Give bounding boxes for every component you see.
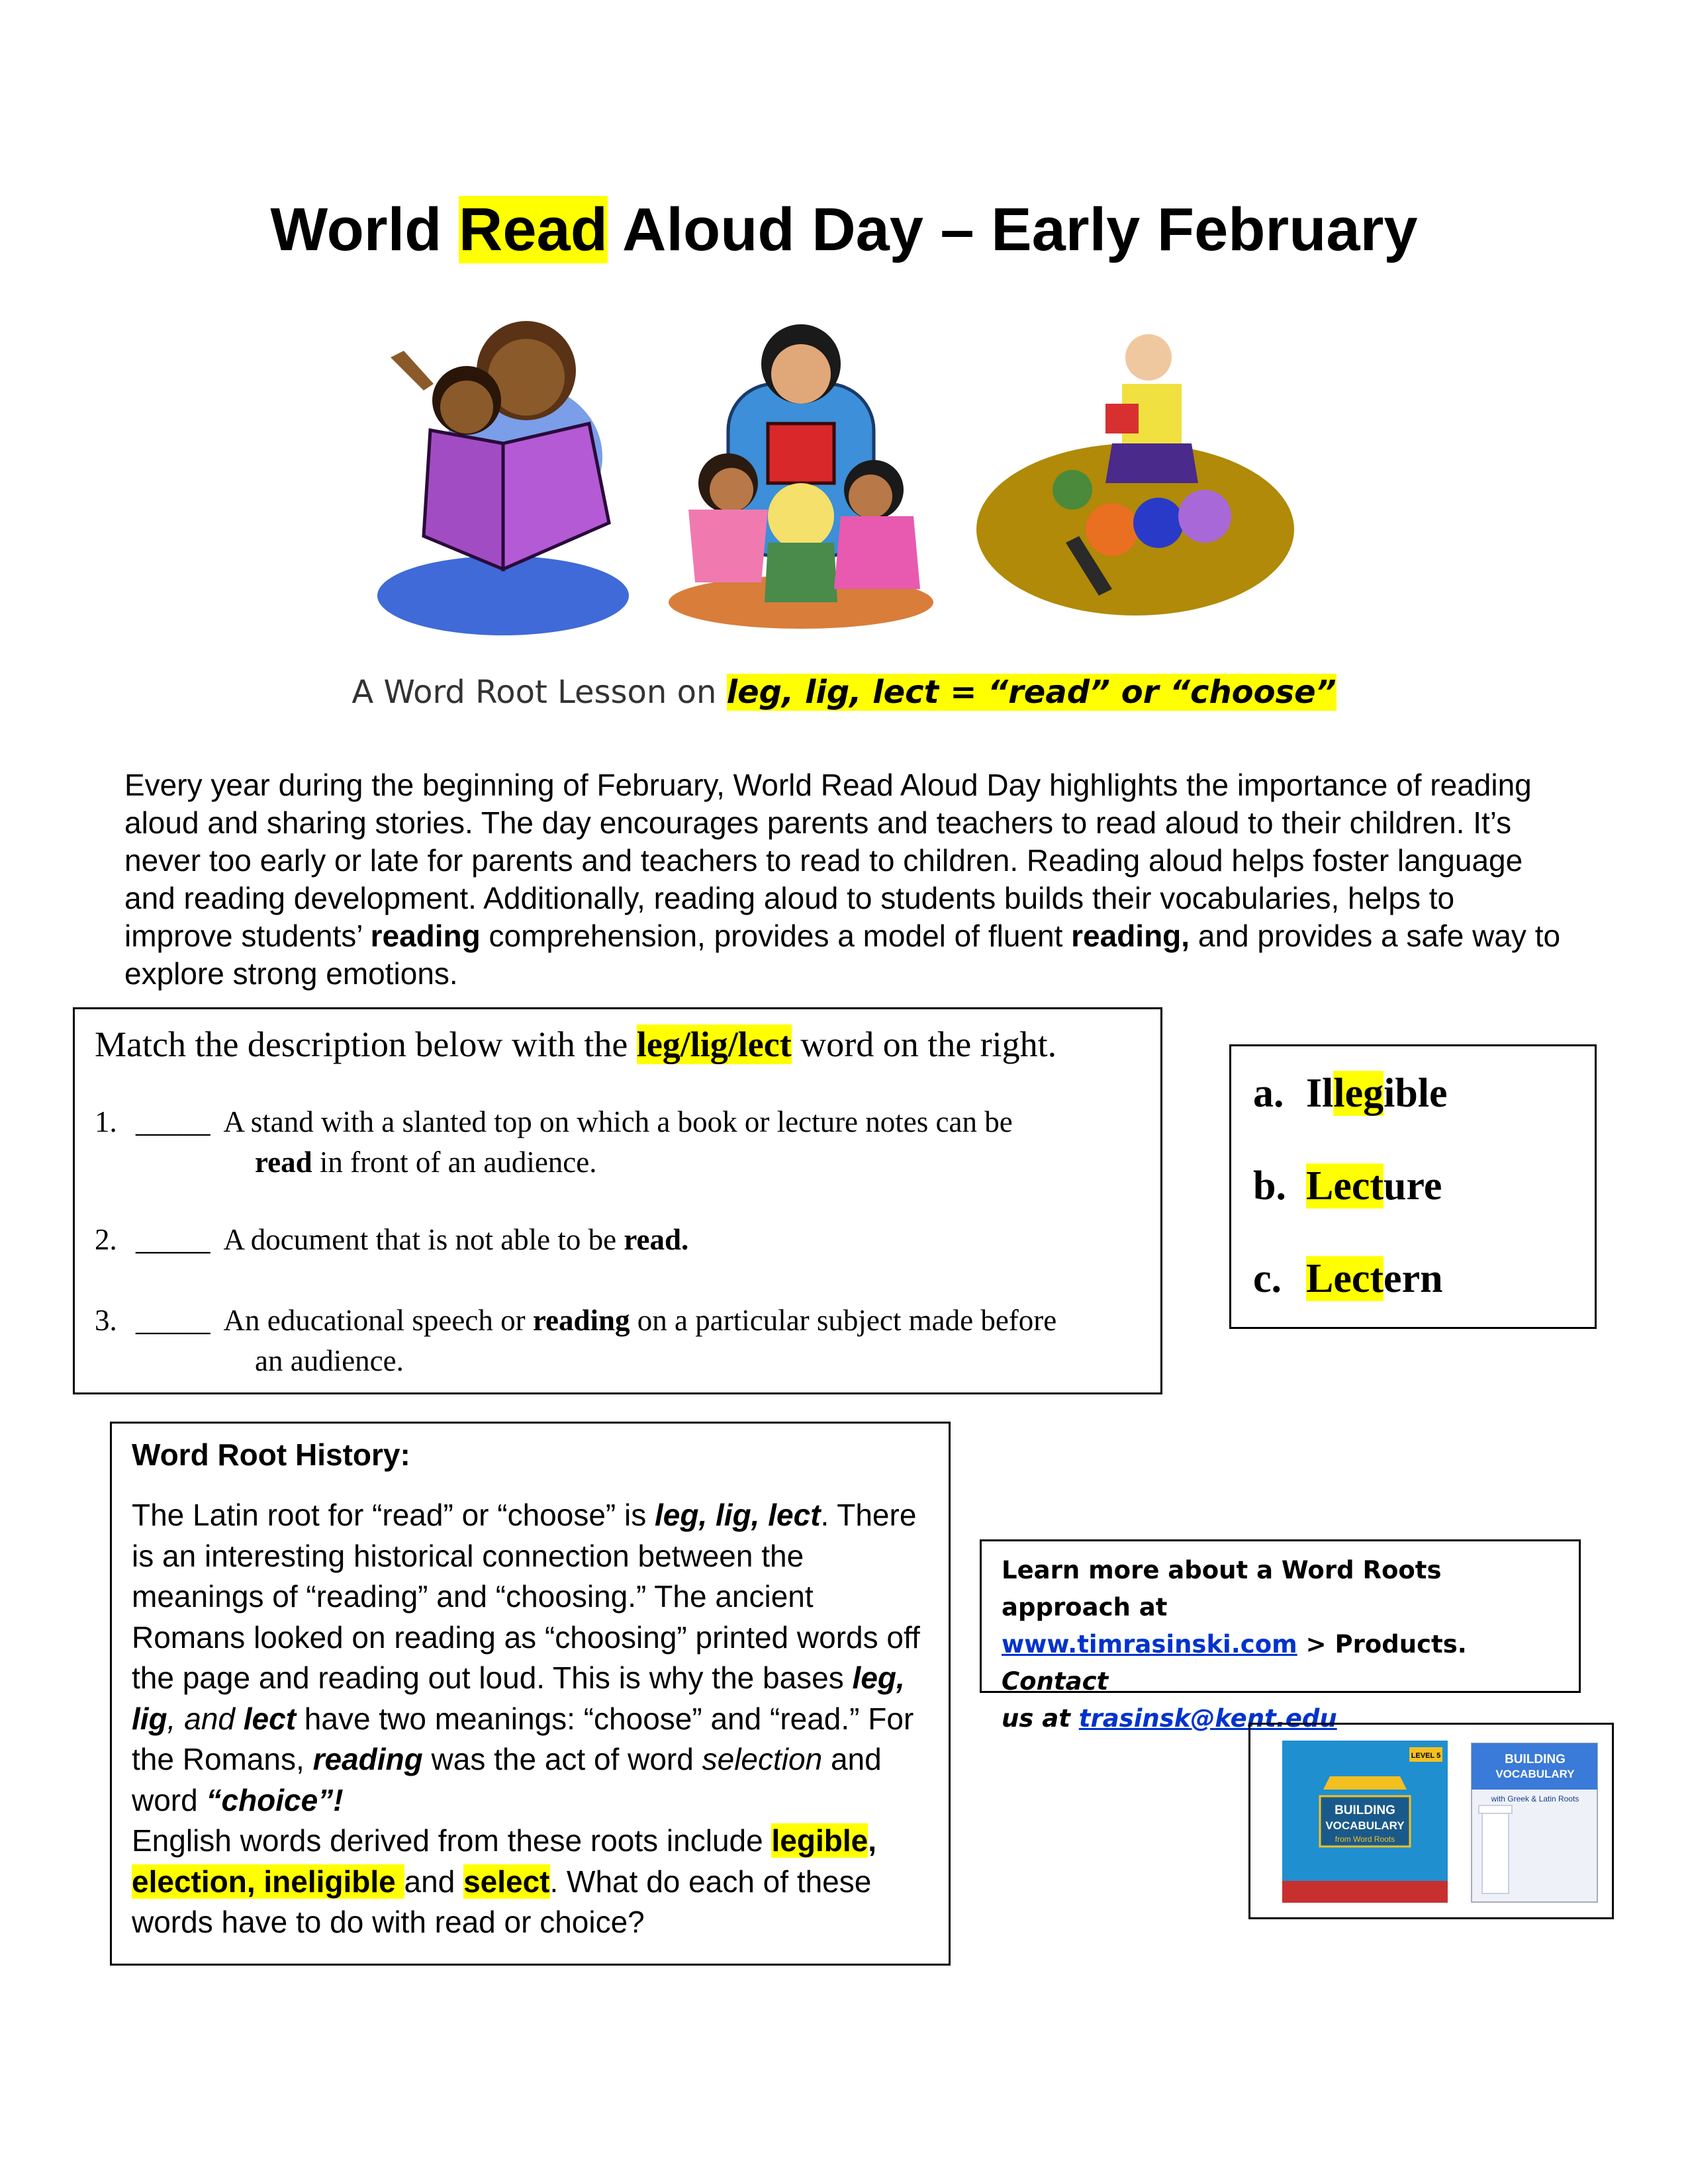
word-root-history-box [110,1422,951,1966]
answer-a: a. Illegible [1253,1071,1448,1116]
svg-text:with Greek & Latin Roots: with Greek & Latin Roots [1491,1794,1579,1803]
svg-text:BUILDING: BUILDING [1335,1803,1395,1817]
answer-choices-box [1229,1044,1597,1329]
svg-text:LEVEL 5: LEVEL 5 [1411,1752,1441,1760]
matching-heading: Match the description below with the leg/lig/lect word on the right. [95,1024,1057,1064]
book-cover-2 [1472,1743,1597,1902]
question-2: 2. _____ A document that is not able to be read. [95,1220,1154,1260]
svg-text:VOCABULARY: VOCABULARY [1495,1768,1575,1780]
read-aloud-illustration [371,311,1297,642]
answer-b: b. Lecture [1253,1163,1442,1208]
contact-box: Learn more about a Word Roots approach at www.timrasinski.com > Products. Contact us at trasinsk@kent.edu [980,1539,1581,1693]
intro-paragraph: Every year during the beginning of February, World Read Aloud Day highlights the importance of reading aloud and sharing stories. The day encourages parents and teachers to read aloud to their children. It’s never too early or late for parents and teachers to read to children. Reading aloud helps foster language and reading development. Additionally, reading aloud to students builds their vocabularies, helps to improve students’ reading comprehension, provides a model of fluent reading, and provides a safe way to explore strong emotions. [124,768,1561,991]
matching-exercise-box [73,1007,1162,1394]
email-link[interactable]: trasinsk@kent.edu [1078,1704,1337,1733]
teacher-children-reading-image [669,324,933,629]
lesson-subtitle: A Word Root Lesson on leg, lig, lect = “read” or “choose” [352,674,1336,711]
page-title: World Read Aloud Day – Early February [270,196,1418,263]
history-text: The Latin root for “read” or “choose” is leg, lig, lect. There is an interesting historical connection between the meanings of “reading” and “choosing.” The ancient Romans looked on reading as “choosing” printed words off the page and reading out loud. This is why the bases leg, lig, and lect have two meanings: “choose” and “read.” For the Romans, reading was the act of word selection and word “choice”! English words derived from these roots include legible, election, ineligible and select. What do each of these words have to do with read or choice? [132,1498,920,1939]
website-link[interactable]: www.timrasinski.com [1002,1630,1297,1659]
parent-child-reading-image [377,321,629,635]
svg-text:VOCABULARY: VOCABULARY [1325,1819,1405,1832]
title-highlight: Read [458,196,608,263]
book-cover-1 [1282,1741,1448,1903]
answer-blank-1[interactable]: _____ [136,1105,211,1138]
subtitle-root: leg, lig, lect [726,674,939,711]
subtitle-meaning: “read” or “choose” [988,674,1336,711]
book-covers-image [1250,1725,1612,1917]
answer-c: c. Lectern [1253,1256,1443,1301]
question-3: 3. _____ An educational speech or reading on a particular subject made before an audience. [95,1300,1154,1381]
books-box [1248,1723,1614,1919]
svg-text:from Word Roots: from Word Roots [1335,1835,1395,1844]
answer-blank-3[interactable]: _____ [136,1304,211,1337]
history-heading: Word Root History: [132,1437,410,1472]
svg-text:BUILDING: BUILDING [1505,1752,1566,1766]
storyteller-group-image [976,334,1294,615]
answer-blank-2[interactable]: _____ [136,1223,211,1256]
question-1: 1. _____ A stand with a slanted top on which a book or lecture notes can be read in front of an audience. [95,1102,1154,1183]
